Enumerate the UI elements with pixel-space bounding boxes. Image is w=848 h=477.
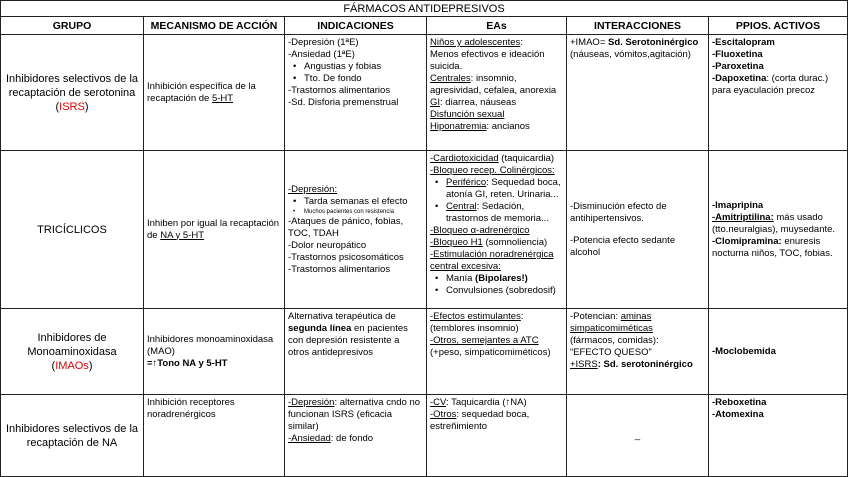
tric-group-cell: TRICÍCLICOS	[1, 151, 144, 309]
isrs-indication: -Ansiedad (1ªE)	[288, 49, 355, 60]
imao-interaction-bold: : Sd. serotoninérgico	[597, 359, 693, 370]
tric-ea-heading: -Bloqueo recep. Colinérgicos:	[430, 165, 555, 176]
imao-interaction-text: “EFECTO QUESO”	[570, 347, 652, 358]
tric-mechanism-text: Inhiben por igual la recaptación de	[147, 217, 280, 241]
isrs-active: -Paroxetina	[712, 61, 764, 72]
imao-group-cell	[1, 309, 144, 395]
imao-interactions-cell	[567, 309, 709, 395]
isrs-indication: -Trastornos alimentarios	[288, 85, 391, 96]
imao-group-close: )	[88, 359, 93, 372]
isrna-indication-heading: -Ansiedad	[288, 433, 331, 444]
imao-interaction-text: (fármacos, comidas):	[570, 335, 659, 346]
isrna-indications-cell	[285, 395, 427, 477]
tric-ea-text: • Convulsiones (sobredosif)	[430, 285, 563, 297]
isrna-active: -Reboxetina	[712, 397, 767, 408]
isrna-ea-text: : Taquicardia (↑NA)	[446, 397, 527, 408]
tric-ea-text: : Sequedad boca, atonía GI, reten. Urinaria...	[446, 177, 561, 200]
tric-mechanism-target: NA y 5-HT	[160, 229, 205, 241]
tric-indication: -Trastornos alimentarios	[288, 263, 391, 275]
imao-indication-text: Alternativa terapéutica de	[288, 311, 396, 322]
isrs-interaction-text: (náuseas, vómitos,agitación)	[570, 49, 691, 60]
isrs-group-abbr: ISRS	[59, 100, 85, 113]
imao-group-abbr: IMAOs	[55, 359, 89, 372]
isrs-ea-heading: Niños y adolescentes	[430, 37, 521, 48]
imao-group-open: (	[51, 359, 56, 372]
isrna-mechanism-cell: Inhibición receptores noradrenérgicos	[144, 395, 285, 477]
imao-interaction-underlined: aminas simpaticomiméticas	[570, 311, 653, 334]
tric-indication-sub-small: • Muchos pacientes con resistencia	[288, 208, 423, 216]
header-eas: EAs	[427, 17, 567, 35]
tric-indication-sub: • Tarda semanas el efecto	[288, 196, 423, 208]
imao-mechanism-text: Inhibidores monoaminoxidasa (MAO)	[147, 333, 274, 357]
isrs-indication-sub: • Angustias y fobias	[288, 61, 423, 73]
imao-indication-text: en pacientes con depresión resistente a otros antidepresivos	[288, 323, 408, 358]
isrna-indication-heading: -Depresión	[288, 397, 335, 408]
tric-active: -Amitriptilina:	[712, 211, 774, 223]
isrs-active: -Dapoxetina	[712, 73, 767, 84]
isrs-ea-heading: GI	[430, 97, 441, 108]
isrna-ea-heading: -Otros	[430, 409, 457, 420]
header-grupo: GRUPO	[1, 17, 144, 35]
isrs-active: -Fluoxetina	[712, 49, 763, 60]
isrs-active-note: : (corta durac.) para eyaculación precoz	[712, 73, 829, 96]
tric-ea-heading: -Bloqueo α-adrenérgico	[430, 225, 530, 236]
isrna-indication-text: : de fondo	[330, 433, 374, 444]
isrs-mechanism-text: Inhibición específica de la recaptación de	[147, 80, 256, 104]
imao-interaction-underlined: +ISRS	[570, 359, 598, 370]
isrs-group-close: )	[84, 100, 89, 113]
isrs-active: -Escitalopram	[712, 37, 775, 48]
isrs-indication: -Sd. Disforia premenstrual	[288, 97, 399, 108]
table-row-imaos	[1, 309, 848, 395]
header-mecanismo: MECANISMO DE ACCIÓN	[144, 17, 285, 35]
isrs-ea-heading: Hiponatremia	[430, 121, 487, 132]
tric-ea-subheading: Periférico	[446, 177, 487, 188]
isrna-eas-cell	[427, 395, 567, 477]
tric-active-note: más usado (tto.neuralgias), muysedante.	[712, 211, 836, 235]
isrs-ea-text: : ancianos	[486, 121, 530, 132]
tric-active: -Imapripina	[712, 199, 764, 211]
tric-ea-text: Manía	[446, 273, 476, 284]
tric-ea-text: (taquicardia)	[498, 153, 555, 164]
isrna-indication-text: : alternativa cndo no funcionan ISRS (eficacia similar)	[288, 397, 421, 432]
tric-indication-heading: -Depresión:	[288, 183, 338, 195]
tric-actives-cell	[709, 151, 848, 309]
tric-eas-cell	[427, 151, 567, 309]
table-row-isrna	[1, 395, 848, 477]
imao-indication-bold: segunda línea	[288, 323, 352, 334]
tric-indications-cell	[285, 151, 427, 309]
imao-ea-text: (+peso, simpaticomiméticos)	[430, 347, 551, 358]
tric-ea-bold: (Bipolares!)	[475, 273, 528, 284]
isrs-group-cell	[1, 35, 144, 151]
isrs-ea-heading: Centrales	[430, 73, 471, 84]
header-indicaciones: INDICACIONES	[285, 17, 427, 35]
tric-ea-text: : Sedación, trastornos de memoria...	[446, 201, 549, 224]
tric-ea-subheading: Central	[446, 201, 477, 212]
imao-interaction-text: -Potencian:	[570, 311, 621, 322]
isrna-active: -Atomexina	[712, 409, 764, 420]
imao-ea-heading: -Efectos estimulantes	[430, 311, 521, 322]
tric-indication: -Trastornos psicosomáticos	[288, 251, 404, 263]
imao-group-name: Inhibidores de Monoaminoxidasa	[27, 331, 117, 358]
isrs-group-name: Inhibidores selectivos de la recaptación de serotonina (	[5, 72, 139, 113]
isrs-interaction-bold: Sd. Serotoninérgico	[608, 37, 699, 48]
isrs-ea-text: : diarrea, náuseas	[440, 97, 517, 108]
tric-interactions-cell	[567, 151, 709, 309]
tric-active-note: enuresis nocturna niños, TOC, fobias.	[712, 235, 833, 259]
isrs-indications-cell	[285, 35, 427, 151]
imao-actives-cell	[709, 309, 848, 395]
isrs-actives-cell	[709, 35, 848, 151]
isrs-indication: -Depresión (1ªE)	[288, 37, 359, 48]
imao-eas-cell	[427, 309, 567, 395]
isrna-ea-heading: -CV	[430, 397, 447, 408]
isrs-interactions-cell	[567, 35, 709, 151]
isrna-group-cell: Inhibidores selectivos de la recaptación de NA	[1, 395, 144, 477]
table-title: FÁRMACOS ANTIDEPRESIVOS	[1, 1, 848, 17]
isrs-mechanism-target: 5-HT	[211, 92, 234, 104]
tric-ea-heading: -Bloqueo H1	[430, 237, 483, 248]
isrs-interaction-text: +IMAO=	[570, 37, 609, 48]
header-interacciones: INTERACCIONES	[567, 17, 709, 35]
tric-interaction: -Disminución efecto de antihipertensivos.	[570, 200, 667, 224]
isrs-mechanism-cell	[144, 35, 285, 151]
header-activos: PPIOS. ACTIVOS	[709, 17, 848, 35]
imao-mechanism-cell	[144, 309, 285, 395]
isrs-eas-cell	[427, 35, 567, 151]
imao-active: -Moclobemida	[712, 345, 776, 357]
isrna-actives-cell	[709, 395, 848, 477]
isrna-ea-text: : sequedad boca, estreñimiento	[430, 409, 530, 432]
imao-ea-text: : (temblores insomnio)	[430, 311, 524, 334]
isrs-ea-colon: :	[520, 37, 523, 48]
tric-ea-heading: -Estimulación noradrenérgica central excesiva:	[430, 249, 554, 272]
isrs-ea-text: Menos efectivos e ideación suicida.	[430, 49, 545, 72]
table-row-isrs	[1, 35, 848, 151]
tric-ea-heading: -Cardiotoxicidad	[430, 153, 499, 164]
isrs-ea-heading: Disfunción sexual	[430, 109, 505, 120]
tric-indication: -Dolor neuropático	[288, 239, 367, 251]
imao-indications-cell	[285, 309, 427, 395]
imao-ea-heading: -Otros, semejantes a ATC	[430, 335, 539, 346]
tric-interaction: -Potencia efecto sedante alcohol	[570, 234, 676, 258]
isrs-ea-text: : insomnio, agresividad, cefalea, anorexia	[430, 73, 557, 96]
tric-indication: -Ataques de pánico, fobias, TOC, TDAH	[288, 215, 404, 239]
tric-mechanism-cell	[144, 151, 285, 309]
tric-ea-text: (somnoliencia)	[482, 237, 548, 248]
isrs-indication-sub: • Tto. De fondo	[288, 73, 423, 85]
tric-active: -Clomipramina:	[712, 235, 782, 247]
table-row-triciclicos	[1, 151, 848, 309]
isrna-interactions-cell: _	[567, 395, 709, 477]
imao-mechanism-bold: =↑Tono NA y 5-HT	[147, 357, 228, 369]
